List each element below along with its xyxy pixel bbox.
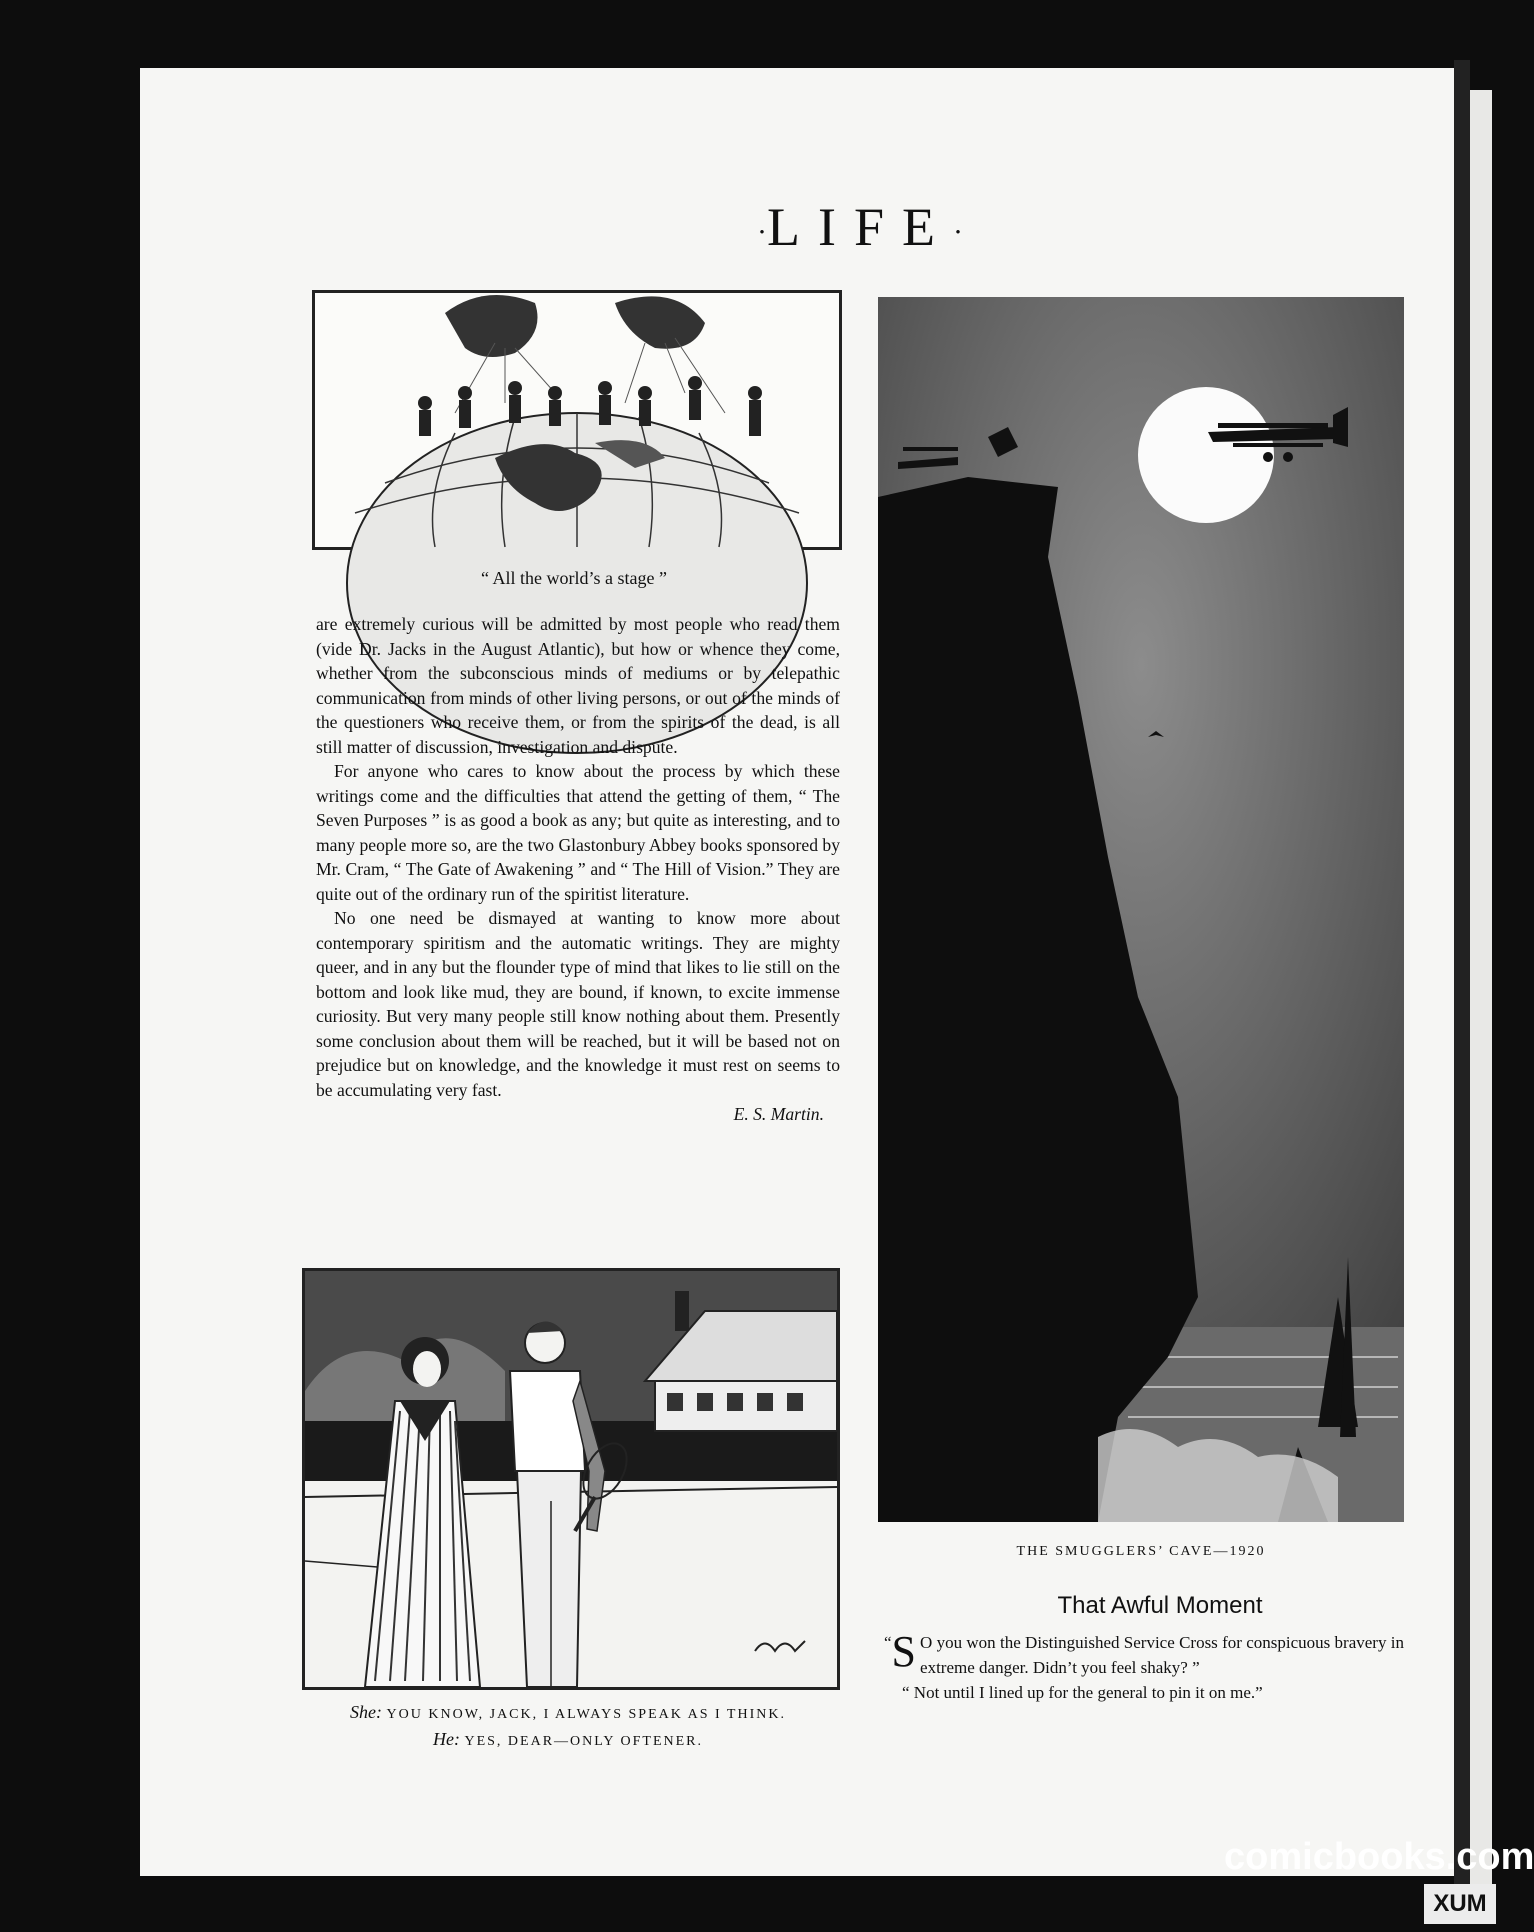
story-open-quote: “ — [884, 1633, 892, 1652]
globe-cartoon-caption: “ All the world’s a stage ” — [481, 568, 667, 588]
smugglers-cave-illustration — [878, 297, 1404, 1522]
smugglers-cave-caption: THE SMUGGLERS’ CAVE—1920 — [1016, 1544, 1266, 1559]
article-signature: E. S. Martin. — [733, 1104, 824, 1124]
article-body — [316, 612, 840, 1127]
story-paragraph-1-text: O you won the Distinguished Service Cross for conspicuous bravery in extreme danger. Didn’t you feel shaky? ” — [920, 1633, 1404, 1677]
speaker-she: She: — [350, 1702, 383, 1722]
masthead-dot-right: · — [953, 215, 963, 249]
caption-text-he: YES, DEAR—ONLY OFTENER. — [464, 1734, 703, 1749]
masthead — [740, 196, 980, 258]
masthead-title: LIFE — [767, 197, 953, 257]
globe-cartoon-drawing — [315, 293, 839, 547]
tennis-cartoon — [302, 1268, 840, 1690]
caption-line-she — [302, 1700, 834, 1727]
page-gutter — [1454, 60, 1470, 1890]
article-paragraph-1: are extremely curious will be admitted by most people who read them (vide Dr. Jacks in the August Atlantic), but how or whence they come, whether from the subconscious minds of mediums or by telepathic communication from minds of other living persons, or out of the minds of the questioners who receive them, or from the spirits of the dead, is all still matter of discussion, investigation and dispute. — [316, 614, 840, 757]
masthead-dot-left: · — [757, 215, 767, 249]
story-body — [884, 1627, 1404, 1705]
speaker-he: He: — [432, 1729, 460, 1749]
story-dropcap: S — [891, 1627, 917, 1676]
globe-cartoon — [312, 290, 842, 550]
story-paragraph-2: “ Not until I lined up for the general to pin it on me.” — [902, 1683, 1263, 1702]
story-paragraph-1 — [884, 1627, 1404, 1680]
next-page-edge — [1470, 90, 1492, 1890]
tennis-cartoon-caption — [302, 1700, 834, 1754]
tennis-cartoon-drawing — [305, 1271, 837, 1687]
caption-line-he — [302, 1727, 834, 1754]
article-paragraph-2: For anyone who cares to know about the process by which these writings come and the difficulties that attend the getting of them, “ The Seven Purposes ” is as good a book as any; but quite as interesting, and to many people more so, are the two Glastonbury Abbey books sponsored by Mr. Cram, “ The Gate of Awakening ” and “ The Hill of Vision.” They are quite out of the ordinary run of the spiritist literature. — [316, 761, 840, 904]
caption-text-she: YOU KNOW, JACK, I ALWAYS SPEAK AS I THINK. — [386, 1707, 786, 1722]
article-paragraph-3: No one need be dismayed at wanting to know more about contemporary spiritism and the automatic writings. They are mighty queer, and in any but the flounder type of mind that likes to lie still on the bottom and look like mud, they are bound, if known, to excite immense curiosity. But very many people still know nothing about them. Presently some conclusion about them will be reached, but it will be based not on prejudice but on knowledge, and the knowledge it must rest on seems to be accumulating very fast. — [316, 908, 840, 1100]
story-title: That Awful Moment — [1057, 1592, 1263, 1619]
site-watermark: comicbooks.com — [1224, 1836, 1534, 1878]
scan-badge: XUM — [1424, 1884, 1496, 1924]
smugglers-cave-drawing — [878, 297, 1404, 1522]
